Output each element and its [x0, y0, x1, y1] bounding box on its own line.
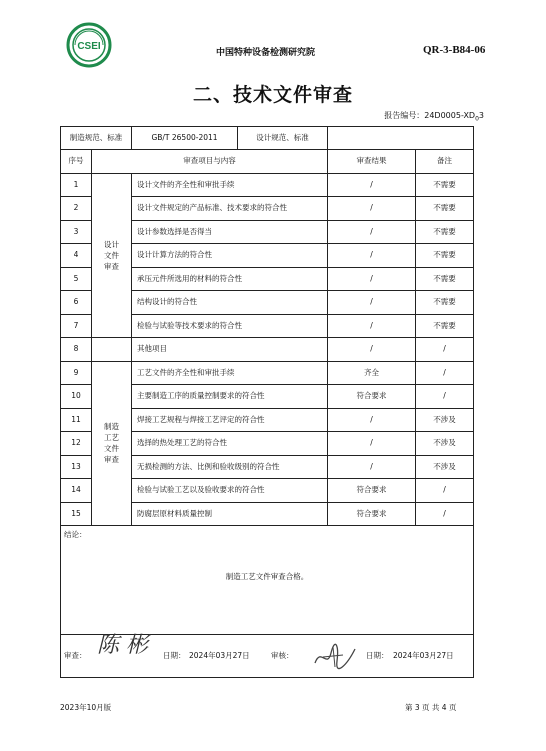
standards-row	[61, 127, 474, 150]
approve-date: 2024年03月27日	[393, 651, 454, 660]
table-row: 12 选择的热处理工艺的符合性 / 不涉及	[61, 432, 474, 456]
table-row: 10 主要制造工序的质量控制要求的符合性 符合要求 /	[61, 385, 474, 409]
standards-cell	[132, 127, 328, 150]
table-row: 15 防腐层原材料质量控制 符合要求 /	[61, 502, 474, 526]
table-row: 8 其他项目 / /	[61, 338, 474, 362]
group-design: 设计 文件 审查	[92, 173, 132, 338]
col-header-result: 审查结果	[328, 150, 416, 174]
signature-row	[61, 635, 474, 678]
col-header-remark: 备注	[416, 150, 474, 174]
table-row: 1 设计 文件 审查 设计文件的齐全性和审批手续 / 不需要	[61, 173, 474, 197]
design-standard-label: 设计规范、标准	[237, 127, 327, 149]
column-header-row	[61, 150, 474, 174]
col-header-item: 审查项目与内容	[92, 150, 328, 174]
table-row: 3 设计参数选择是否得当 / 不需要	[61, 220, 474, 244]
table-row: 13 无损检测的方法、比例和验收级别的符合性 / 不涉及	[61, 455, 474, 479]
group-process: 制造 工艺 文件 审查	[92, 361, 132, 526]
doc-code: QR-3-B84-06	[423, 44, 486, 56]
table-row: 6 结构设计的符合性 / 不需要	[61, 291, 474, 315]
page-number: 第 3 页 共 4 页	[405, 703, 457, 712]
page-title: 二、技术文件审查	[192, 84, 353, 106]
table-row: 5 承压元件所选用的材料的符合性 / 不需要	[61, 267, 474, 291]
review-date: 2024年03月27日	[189, 651, 250, 660]
conclusion-row	[61, 526, 474, 635]
logo-text: CSEI	[77, 41, 101, 52]
csei-logo	[66, 22, 112, 68]
approver-signature	[313, 641, 357, 671]
col-header-no: 序号	[61, 150, 92, 174]
table-row: 14 检验与试验工艺以及验收要求的符合性 符合要求 /	[61, 479, 474, 503]
conclusion-text: 制造工艺文件审查合格。	[225, 572, 309, 581]
edition-label: 2023年10月版	[60, 703, 112, 712]
manufacture-standard-value: GB/T 26500-2011	[151, 133, 218, 142]
date-label-1: 日期：	[163, 651, 186, 660]
table-row: 11 焊接工艺规程与焊接工艺评定的符合性 / 不涉及	[61, 408, 474, 432]
manufacture-standard-label: 制造规范、标准	[61, 127, 132, 150]
conclusion-label: 结论：	[64, 530, 87, 539]
date-label-2: 日期：	[366, 651, 389, 660]
table-row: 9 制造 工艺 文件 审查 工艺文件的齐全性和审批手续 齐全 /	[61, 361, 474, 385]
table-row: 7 检验与试验等技术要求的符合性 / 不需要	[61, 314, 474, 338]
reviewer-label: 审查：	[64, 651, 87, 660]
approver-label: 审核：	[271, 651, 294, 660]
reviewer-signature: 陈 彬	[97, 633, 148, 658]
org-name: 中国特种设备检测研究院	[216, 48, 316, 58]
table-row: 4 设计计算方法的符合性 / 不需要	[61, 244, 474, 268]
review-table	[60, 126, 474, 678]
design-standard-value	[328, 127, 474, 150]
table-row: 2 设计文件规定的产品标准、技术要求的符合性 / 不需要	[61, 197, 474, 221]
report-number: 报告编号：$24D0005-XD_03$	[384, 111, 484, 123]
